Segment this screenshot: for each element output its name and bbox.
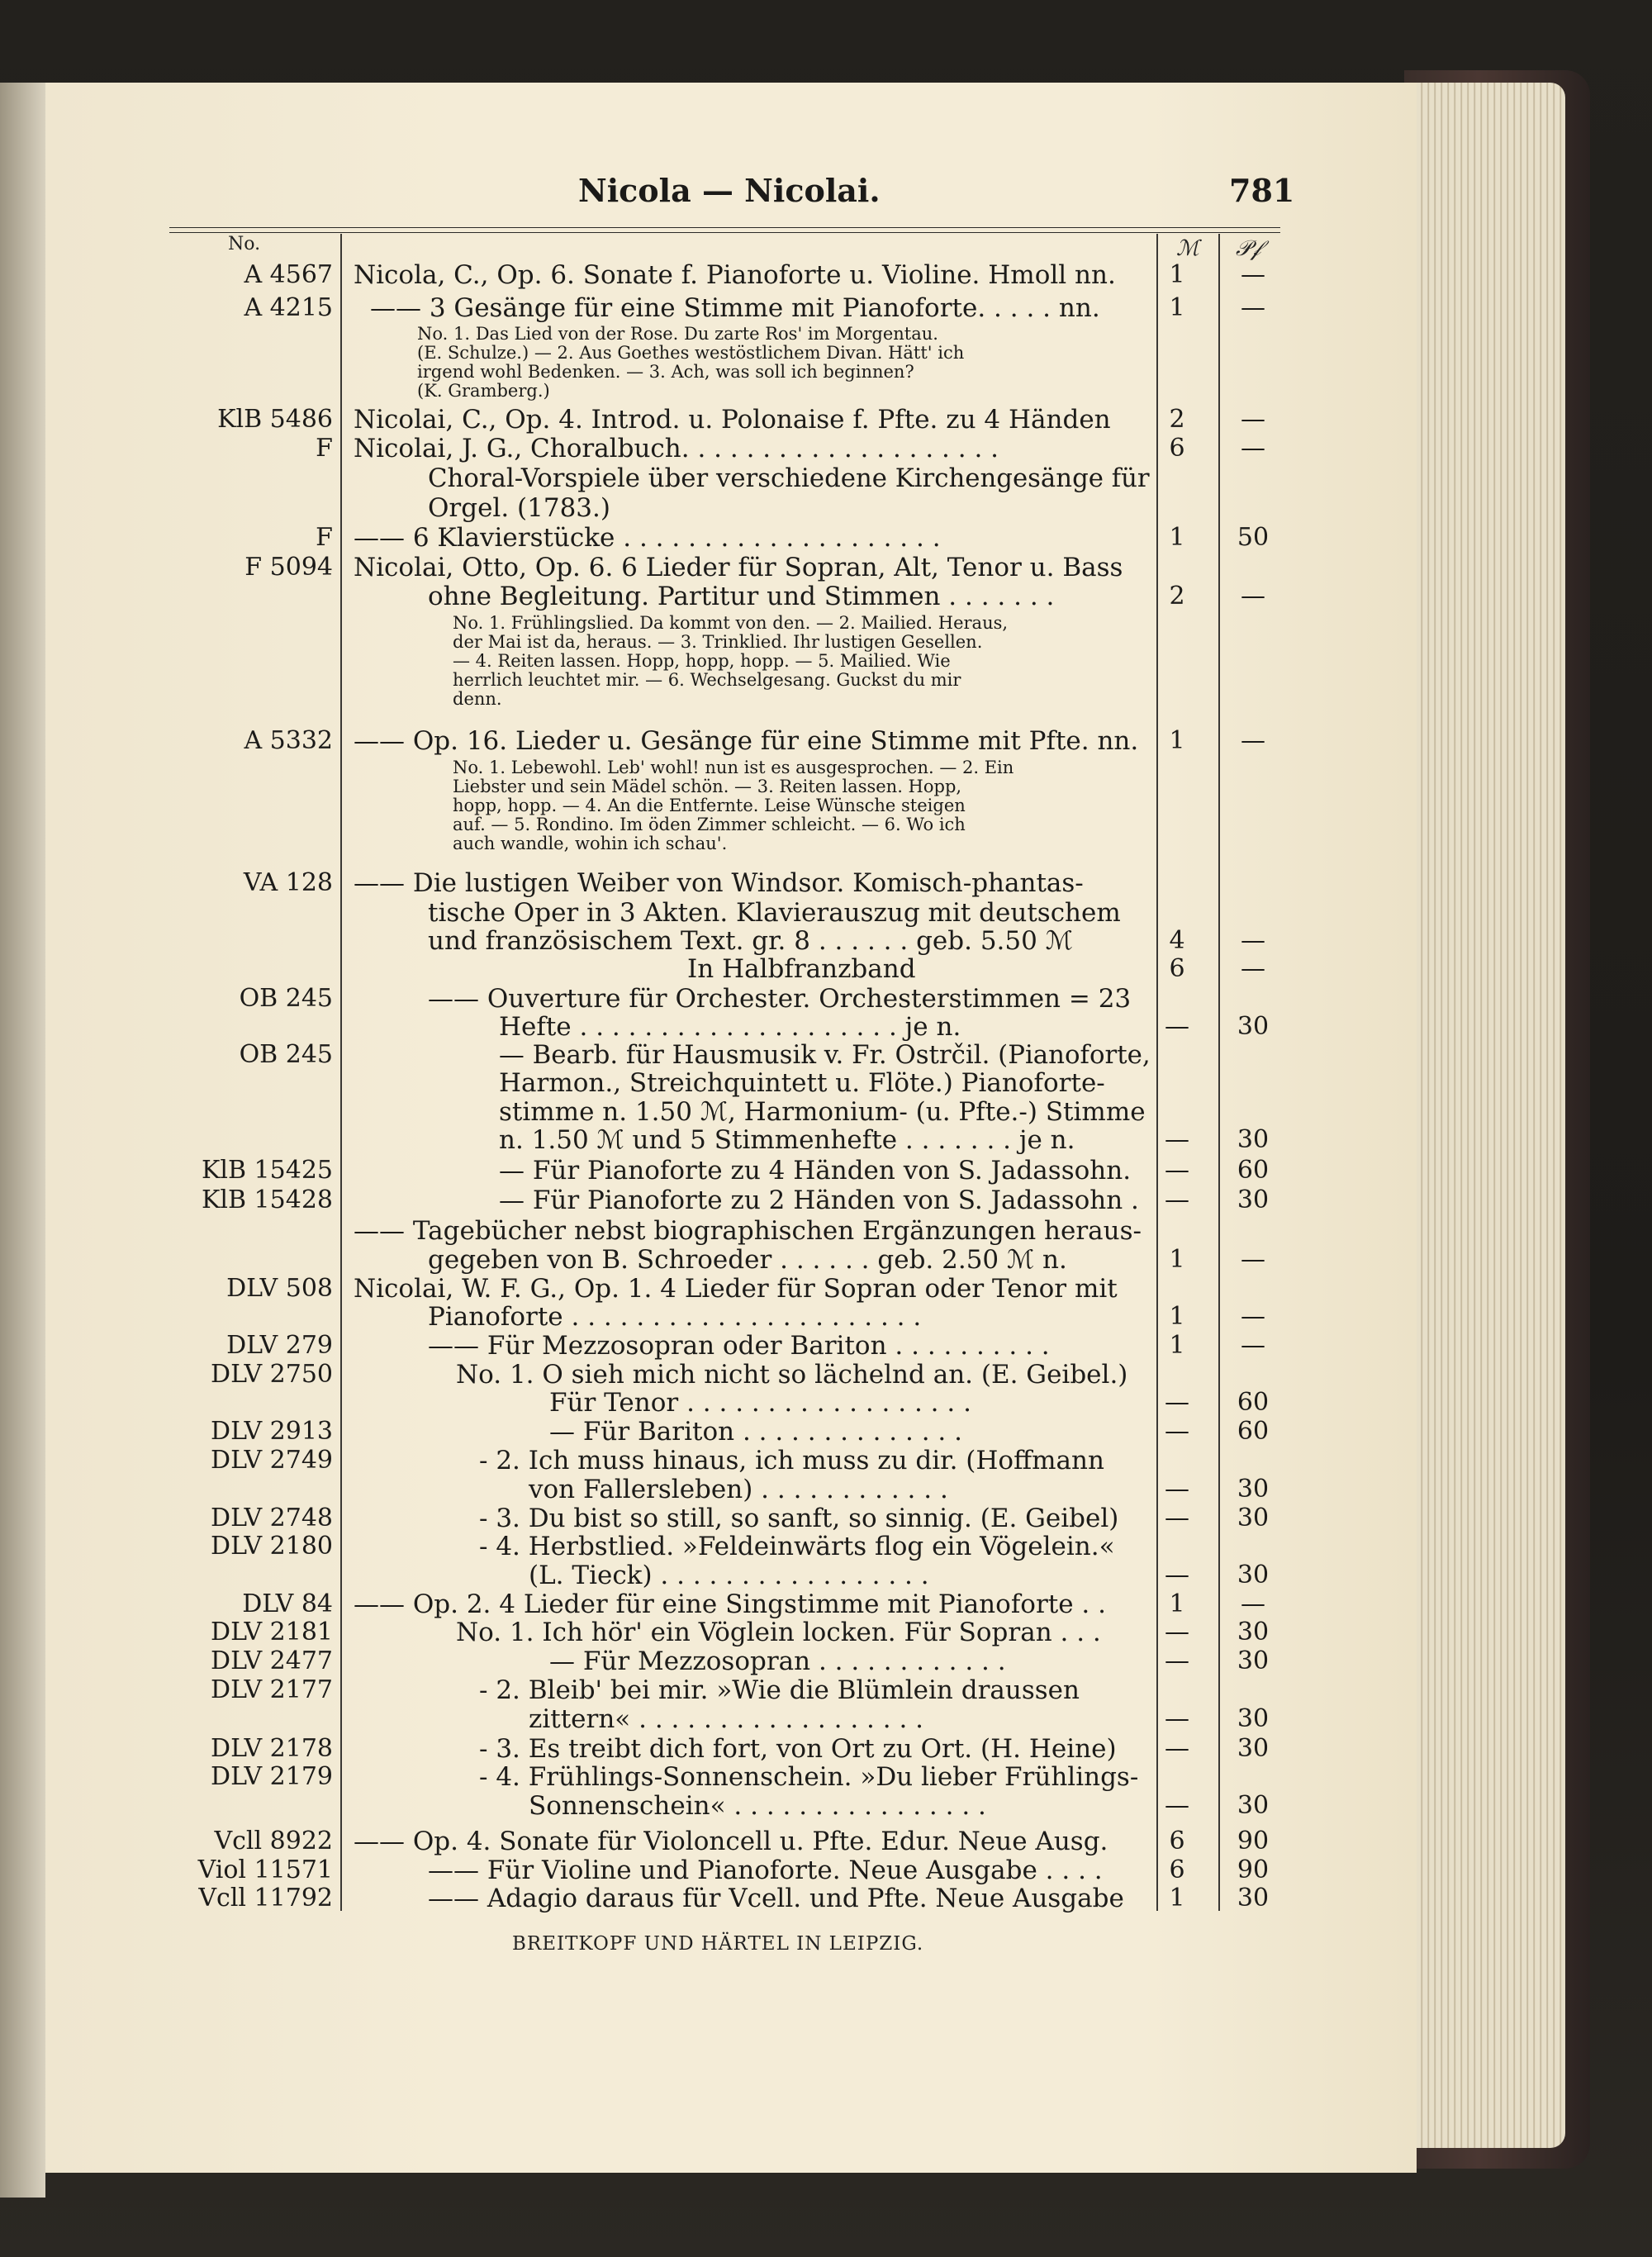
price-mark: 2 [1169, 582, 1185, 611]
catalog-row: tische Oper in 3 Akten. Klavierauszug mit deutschem [428, 898, 1121, 928]
price-pfennig: 30 [1237, 1884, 1270, 1913]
price-pfennig: 30 [1237, 1012, 1270, 1041]
page-number: 781 [1229, 172, 1295, 209]
price-mark: — [1165, 1734, 1189, 1763]
header-rule [169, 227, 1280, 233]
catalog-number: F [316, 523, 333, 552]
catalog-row: Harmon., Streichquintett u. Flöte.) Pianoforte- [499, 1068, 1105, 1098]
price-mark: 1 [1169, 1245, 1185, 1274]
price-pfennig: — [1241, 1245, 1265, 1274]
catalog-row: stimme n. 1.50 ℳ, Harmonium- (u. Pfte.-) Stimme [499, 1097, 1146, 1127]
catalog-row: No. 1. Das Lied von der Rose. Du zarte Ros' im Morgentau. [417, 324, 938, 344]
catalog-number: DLV 2750 [211, 1360, 333, 1389]
catalog-row: DLV 84 —— Op. 2. 4 Lieder für eine Singstimme mit Pianoforte . . 1 — [0, 1590, 1652, 1618]
price-pfennig: — [1241, 293, 1265, 322]
price-mark: 1 [1169, 293, 1185, 322]
catalog-row: DLV 2180 - 4. Herbstlied. »Feldeinwärts flog ein Vögelein.« [211, 1532, 1115, 1561]
price-pfennig: 60 [1237, 1156, 1270, 1185]
price-pfennig: 30 [1237, 1561, 1270, 1589]
price-mark: 1 [1169, 1302, 1185, 1331]
price-pfennig: — [1241, 726, 1265, 755]
price-pfennig: 90 [1237, 1827, 1270, 1855]
catalog-row: KlB 15428 — Für Pianoforte zu 2 Händen von S. Jadassohn . — 30 [0, 1186, 1652, 1214]
catalog-row: Vcll 8922 —— Op. 4. Sonate für Violoncell u. Pfte. Edur. Neue Ausg. 6 90 [0, 1827, 1652, 1855]
price-mark: 6 [1169, 1827, 1185, 1855]
catalog-row: auf. — 5. Rondino. Im öden Zimmer schleicht. — 6. Wo ich [453, 815, 966, 834]
publisher-footer: BREITKOPF UND HÄRTEL IN LEIPZIG. [512, 1933, 924, 1955]
catalog-row: A 4215 —— 3 Gesänge für eine Stimme mit Pianoforte. . . . . nn. 1 — [0, 294, 1652, 322]
catalog-row: Choral-Vorspiele über verschiedene Kirchengesänge für [428, 463, 1150, 493]
catalog-number: DLV 2749 [211, 1446, 333, 1475]
price-pfennig: 30 [1237, 1504, 1270, 1532]
catalog-row: DLV 2181 No. 1. Ich hör' ein Vöglein locken. Für Sopran . . . — 30 [0, 1618, 1652, 1646]
price-mark: — [1165, 1186, 1189, 1214]
catalog-number: DLV 2913 [211, 1417, 333, 1446]
price-pfennig: — [1241, 405, 1265, 434]
price-pfennig: 60 [1237, 1417, 1270, 1446]
price-pfennig: 90 [1237, 1855, 1270, 1884]
catalog-row: (K. Gramberg.) [417, 381, 550, 401]
catalog-row: No. 1. Lebewohl. Leb' wohl! nun ist es ausgesprochen. — 2. Ein [453, 758, 1014, 777]
catalog-row: F 5094 Nicolai, Otto, Op. 6. 6 Lieder für Sopran, Alt, Tenor u. Bass [244, 553, 1123, 582]
catalog-number: DLV 2477 [211, 1646, 333, 1675]
price-mark: 4 [1169, 926, 1185, 955]
catalog-number: OB 245 [239, 1040, 333, 1069]
catalog-number: F 5094 [244, 553, 333, 582]
page-title: Nicola — Nicolai. [578, 172, 881, 209]
catalog-row: ohne Begleitung. Partitur und Stimmen . . . . . . . 2 — [0, 582, 1652, 611]
price-pfennig: 30 [1237, 1125, 1270, 1154]
catalog-row: DLV 2177 - 2. Bleib' bei mir. »Wie die Blümlein draussen [211, 1675, 1080, 1705]
price-mark: 1 [1169, 726, 1185, 755]
catalog-row: VA 128 —— Die lustigen Weiber von Windsor. Komisch-phantas- [243, 868, 1084, 898]
catalog-row: herrlich leuchtet mir. — 6. Wechselgesang. Guckst du mir [453, 670, 961, 690]
catalog-row: Hefte . . . . . . . . . . . . . . . . . . . . je n. — 30 [0, 1013, 1652, 1041]
catalog-row: —— Tagebücher nebst biographischen Ergänzungen heraus- [354, 1216, 1142, 1246]
price-pfennig: 30 [1237, 1791, 1270, 1820]
price-mark: — [1165, 1791, 1189, 1820]
catalog-row: Pianoforte . . . . . . . . . . . . . . . . . . . . . . 1 — [0, 1303, 1652, 1331]
catalog-row: DLV 2179 - 4. Frühlings-Sonnenschein. »Du lieber Frühlings- [211, 1762, 1139, 1792]
column-label-number: No. [228, 234, 261, 254]
price-mark: — [1165, 1156, 1189, 1185]
catalog-row: OB 245 —— Ouverture für Orchester. Orchesterstimmen = 23 [239, 984, 1132, 1014]
catalog-row: hopp, hopp. — 4. An die Entfernte. Leise Wünsche steigen [453, 796, 966, 815]
catalog-row: DLV 2913 — Für Bariton . . . . . . . . . . . . . . — 60 [0, 1418, 1652, 1446]
catalog-row: von Fallersleben) . . . . . . . . . . . . — 30 [0, 1475, 1652, 1504]
catalog-number: DLV 279 [226, 1331, 333, 1360]
price-mark: 1 [1169, 260, 1185, 289]
catalog-row: DLV 508 Nicolai, W. F. G., Op. 1. 4 Lieder für Sopran oder Tenor mit [226, 1274, 1118, 1304]
catalog-number: DLV 84 [242, 1589, 333, 1618]
price-mark: — [1165, 1388, 1189, 1417]
price-pfennig: 30 [1237, 1186, 1270, 1214]
price-pfennig: — [1241, 1331, 1265, 1360]
catalog-row: und französischem Text. gr. 8 . . . . . . geb. 5.50 ℳ 4 — [0, 927, 1652, 955]
catalog-row: KlB 15425 — Für Pianoforte zu 4 Händen von S. Jadassohn. — 60 [0, 1157, 1652, 1185]
catalog-number: DLV 2748 [211, 1504, 333, 1532]
catalog-row: (L. Tieck) . . . . . . . . . . . . . . . . . — 30 [0, 1561, 1652, 1589]
catalog-row: A 4567 Nicola, C., Op. 6. Sonate f. Pianoforte u. Violine. Hmoll nn. 1 — [0, 261, 1652, 289]
price-pfennig: — [1241, 926, 1265, 955]
catalog-row: gegeben von B. Schroeder . . . . . . geb. 2.50 ℳ n. 1 — [0, 1246, 1652, 1274]
catalog-number: DLV 2180 [211, 1532, 333, 1561]
catalog-row: denn. [453, 689, 502, 709]
price-mark: 1 [1169, 1589, 1185, 1618]
price-pfennig: 30 [1237, 1646, 1270, 1675]
price-mark: — [1165, 1618, 1189, 1646]
price-pfennig: 30 [1237, 1475, 1270, 1504]
catalog-number: A 4215 [244, 293, 333, 322]
catalog-row: Für Tenor . . . . . . . . . . . . . . . . . . — 60 [0, 1389, 1652, 1417]
price-pfennig: 30 [1237, 1618, 1270, 1646]
catalog-row: F Nicolai, J. G., Choralbuch. . . . . . . . . . . . . . . . . . . . 6 — [0, 435, 1652, 463]
catalog-row: Liebster und sein Mädel schön. — 3. Reiten lassen. Hopp, [453, 777, 962, 796]
catalog-number: KlB 15428 [201, 1186, 333, 1214]
price-pfennig: — [1241, 582, 1265, 611]
catalog-row: A 5332 —— Op. 16. Lieder u. Gesänge für eine Stimme mit Pfte. nn. 1 — [0, 727, 1652, 755]
catalog-number: F [316, 434, 333, 463]
catalog-number: KlB 5486 [217, 405, 333, 434]
price-mark: 1 [1169, 1884, 1185, 1913]
column-label-mark: ℳ [1176, 236, 1199, 261]
price-pfennig: 60 [1237, 1388, 1270, 1417]
price-mark: — [1165, 1475, 1189, 1504]
price-mark: — [1165, 1125, 1189, 1154]
price-pfennig: 50 [1237, 523, 1270, 552]
catalog-row: — 4. Reiten lassen. Hopp, hopp, hopp. — 5. Mailied. Wie [453, 651, 951, 671]
catalog-number: DLV 2178 [211, 1734, 333, 1763]
catalog-number: Viol 11571 [197, 1855, 333, 1884]
catalog-number: A 4567 [244, 260, 333, 289]
catalog-row: DLV 2749 - 2. Ich muss hinaus, ich muss zu dir. (Hoffmann [211, 1446, 1104, 1475]
catalog-row: DLV 279 —— Für Mezzosopran oder Bariton . . . . . . . . . . 1 — [0, 1332, 1652, 1360]
price-pfennig: — [1241, 260, 1265, 289]
catalog-number: Vcll 8922 [214, 1827, 333, 1855]
catalog-row: F —— 6 Klavierstücke . . . . . . . . . . . . . . . . . . . . 1 50 [0, 524, 1652, 552]
catalog-row: DLV 2748 - 3. Du bist so still, so sanft, so sinnig. (E. Geibel) — 30 [0, 1504, 1652, 1532]
catalog-row: n. 1.50 ℳ und 5 Stimmenhefte . . . . . . . je n. — 30 [0, 1126, 1652, 1154]
price-mark: — [1165, 1561, 1189, 1589]
catalog-row: irgend wohl Bedenken. — 3. Ach, was soll ich beginnen? [417, 362, 914, 382]
catalog-row: (E. Schulze.) — 2. Aus Goethes westöstlichem Divan. Hätt' ich [417, 343, 965, 363]
price-mark: 6 [1169, 1855, 1185, 1884]
price-mark: — [1165, 1646, 1189, 1675]
price-mark: 1 [1169, 523, 1185, 552]
price-pfennig: — [1241, 954, 1265, 983]
catalog-row: Viol 11571 —— Für Violine und Pianoforte. Neue Ausgabe . . . . 6 90 [0, 1856, 1652, 1884]
catalog-row: OB 245 — Bearb. für Hausmusik v. Fr. Ostrčil. (Pianoforte, [239, 1040, 1151, 1070]
price-mark: — [1165, 1704, 1189, 1733]
catalog-number: Vcll 11792 [198, 1884, 333, 1913]
catalog-row: zittern« . . . . . . . . . . . . . . . . . . — 30 [0, 1705, 1652, 1733]
catalog-row: No. 1. Frühlingslied. Da kommt von den. — 2. Mailied. Heraus, [453, 613, 1009, 633]
price-mark: — [1165, 1012, 1189, 1041]
price-mark: 6 [1169, 954, 1185, 983]
price-pfennig: — [1241, 1589, 1265, 1618]
price-mark: — [1165, 1417, 1189, 1446]
catalog-number: A 5332 [244, 726, 333, 755]
catalog-row: DLV 2477 — Für Mezzosopran . . . . . . . . . . . . — 30 [0, 1647, 1652, 1675]
price-mark: 6 [1169, 434, 1185, 463]
price-pfennig: 30 [1237, 1704, 1270, 1733]
price-pfennig: — [1241, 1302, 1265, 1331]
catalog-row: der Mai ist da, heraus. — 3. Trinklied. Ihr lustigen Gesellen. [453, 632, 983, 652]
catalog-number: DLV 2177 [211, 1675, 333, 1704]
price-mark: 1 [1169, 1331, 1185, 1360]
catalog-number: KlB 15425 [201, 1156, 333, 1185]
catalog-row: Vcll 11792 —— Adagio daraus für Vcell. und Pfte. Neue Ausgabe 1 30 [0, 1884, 1652, 1913]
catalog-number: OB 245 [239, 984, 333, 1013]
catalog-row: DLV 2178 - 3. Es treibt dich fort, von Ort zu Ort. (H. Heine) — 30 [0, 1735, 1652, 1763]
catalog-row: Sonnenschein« . . . . . . . . . . . . . . . . — 30 [0, 1792, 1652, 1820]
catalog-number: DLV 2179 [211, 1762, 333, 1791]
column-label-pfennig: 𝒫𝒻 [1236, 236, 1261, 261]
catalog-row: In Halbfranzband 6 — [0, 955, 1652, 983]
price-pfennig: — [1241, 434, 1265, 463]
catalog-row: KlB 5486 Nicolai, C., Op. 4. Introd. u. Polonaise f. Pfte. zu 4 Händen 2 — [0, 406, 1652, 434]
price-mark: — [1165, 1504, 1189, 1532]
catalog-number: VA 128 [243, 868, 333, 897]
catalog-row: auch wandle, wohin ich schau'. [453, 834, 728, 853]
catalog-row: Orgel. (1783.) [428, 493, 610, 523]
price-mark: 2 [1169, 405, 1185, 434]
price-pfennig: 30 [1237, 1734, 1270, 1763]
catalog-number: DLV 508 [226, 1274, 333, 1303]
catalog-row: DLV 2750 No. 1. O sieh mich nicht so lächelnd an. (E. Geibel.) [211, 1360, 1128, 1390]
catalog-number: DLV 2181 [211, 1618, 333, 1646]
